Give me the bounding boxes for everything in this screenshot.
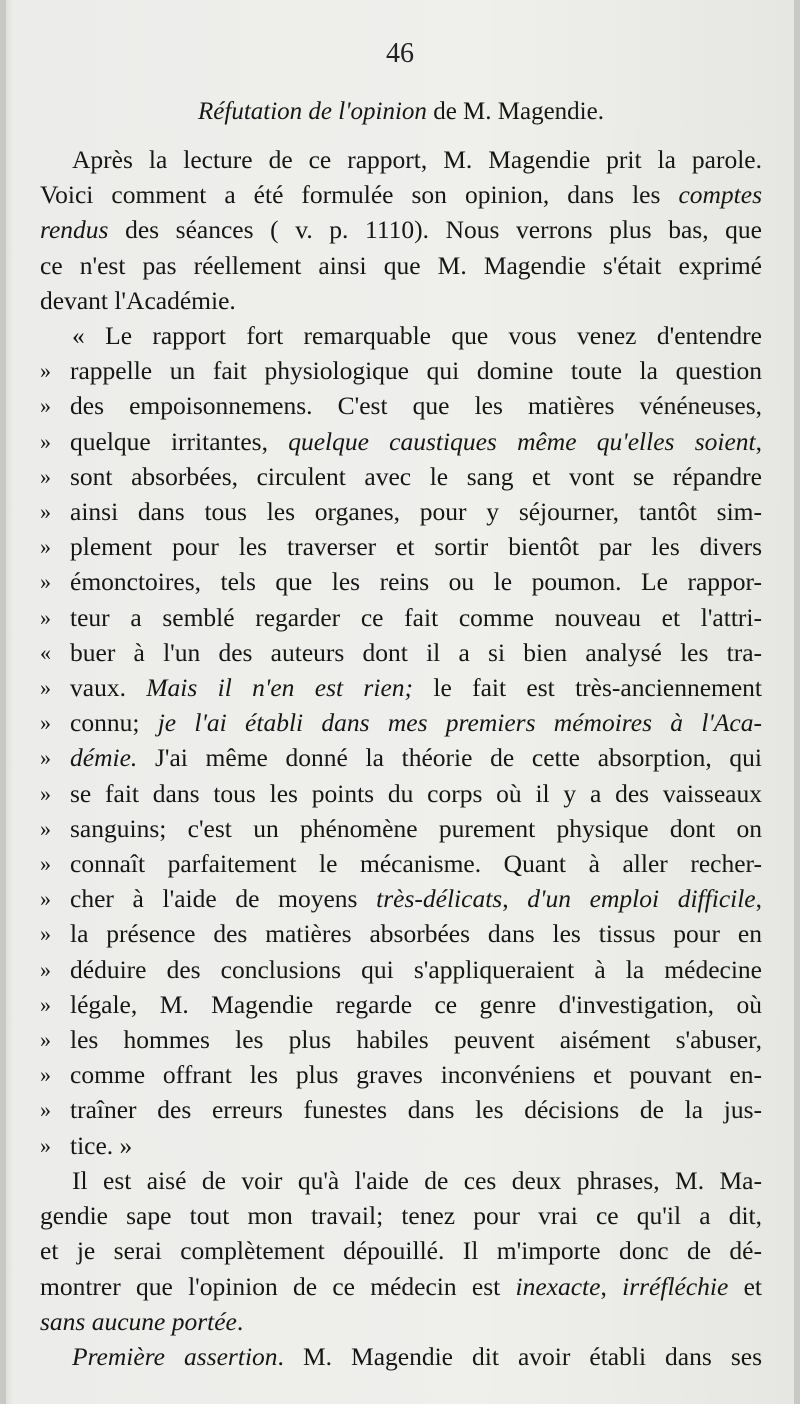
text-line xyxy=(40,1339,762,1374)
guillemet-mark: » xyxy=(40,710,51,736)
quote-opening-line: « Le rapport fort remarquable que vous venez d'entendre xyxy=(72,321,762,351)
quote-line xyxy=(40,388,762,423)
quotation-block xyxy=(40,318,762,1163)
section-heading xyxy=(40,92,762,132)
guillemet-mark: » xyxy=(40,358,51,384)
guillemet-mark: » xyxy=(40,463,51,489)
text-run: des séances ( v. p. 1110). Nous verrons plus bas, que xyxy=(108,215,762,245)
quote-line xyxy=(40,600,762,635)
text-run: les hommes les plus habiles peuvent aisément s'abuser, xyxy=(70,1025,762,1055)
quote-line xyxy=(40,1057,762,1092)
text-line xyxy=(40,1233,762,1268)
text-run: ce n'est pas réellement ainsi que M. Magendie s'était exprimé xyxy=(40,250,762,280)
first-assertion-paragraph xyxy=(40,1339,762,1374)
text-run: , xyxy=(755,426,762,456)
text-run: traîner des erreurs funestes dans les décisions de la jus- xyxy=(70,1095,762,1125)
italic-text: sans aucune portée xyxy=(40,1306,237,1336)
guillemet-mark: » xyxy=(40,921,51,947)
quote-line xyxy=(40,776,762,811)
text-line xyxy=(40,283,762,318)
text-line xyxy=(40,1269,762,1304)
guillemet-mark: » xyxy=(40,499,51,525)
text-run: , xyxy=(600,1271,623,1301)
guillemet-mark: » xyxy=(40,604,51,630)
italic-text: Première assertion xyxy=(72,1341,278,1371)
italic-text: je l'ai établi dans mes premiers mémoires à l'Aca- xyxy=(157,708,762,738)
text-run: , xyxy=(755,884,762,914)
text-line xyxy=(40,1163,762,1198)
guillemet-mark: » xyxy=(40,1062,51,1088)
text-line xyxy=(40,1304,762,1339)
quote-line xyxy=(40,670,762,705)
italic-text: rendus xyxy=(40,215,109,245)
text-line xyxy=(40,142,762,177)
text-run: légale, M. Magendie regarde ce genre d'investigation, où xyxy=(70,989,762,1019)
text-line xyxy=(40,1198,762,1233)
text-run: . M. Magendie dit avoir établi dans ses xyxy=(277,1341,762,1371)
guillemet-mark: » xyxy=(40,1132,51,1158)
guillemet-mark: » xyxy=(40,569,51,595)
text-run: sanguins; c'est un phénomène purement physique dont on xyxy=(70,813,762,843)
italic-text: d'un emploi difficile xyxy=(527,884,756,914)
quote-line xyxy=(40,529,762,564)
text-run: rappelle un fait physiologique qui domine toute la question xyxy=(70,356,762,386)
quote-line xyxy=(40,1022,762,1057)
text-line xyxy=(40,177,762,212)
text-run: gendie sape tout mon travail; tenez pour vrai ce qu'il a dit, xyxy=(40,1201,762,1231)
text-run: Il est aisé de voir qu'à l'aide de ces deux phrases, M. Ma- xyxy=(72,1165,762,1195)
guillemet-mark: » xyxy=(40,780,51,806)
guillemet-mark: » xyxy=(40,1097,51,1123)
guillemet-mark: » xyxy=(40,393,51,419)
text-run: tice. » xyxy=(70,1130,133,1160)
text-run: devant l'Académie. xyxy=(40,285,236,315)
quote-line xyxy=(40,424,762,459)
text-run: et je serai complètement dépouillé. Il m'importe donc de dé- xyxy=(40,1236,762,1266)
guillemet-mark: » xyxy=(40,1027,51,1053)
quote-line xyxy=(40,916,762,951)
quote-line xyxy=(40,952,762,987)
text-run: quelque irritantes, xyxy=(70,426,289,456)
guillemet-mark: » xyxy=(40,534,51,560)
quote-line xyxy=(40,1092,762,1127)
guillemet-mark: » xyxy=(40,991,51,1017)
text-run: se fait dans tous les points du corps où il y a des vaisseaux xyxy=(70,778,762,808)
text-run: comme offrant les plus graves inconvéniens et pouvant en- xyxy=(70,1060,762,1090)
text-run: connaît parfaitement le mécanisme. Quant à aller recher- xyxy=(70,849,762,879)
text-run: émonctoires, tels que les reins ou le poumon. Le rappor- xyxy=(70,567,762,597)
quote-line xyxy=(40,987,762,1022)
guillemet-mark: » xyxy=(40,815,51,841)
text-run: , xyxy=(502,884,528,914)
guillemet-mark: » xyxy=(40,956,51,982)
text-line xyxy=(40,248,762,283)
text-run: et xyxy=(728,1271,763,1301)
quote-line xyxy=(40,459,762,494)
text-run: des empoisonnemens. C'est que les matières vénéneuses, xyxy=(70,391,762,421)
quote-line xyxy=(40,494,762,529)
italic-text: Mais il n'en est rien; xyxy=(146,673,414,703)
text-run: cher à l'aide de moyens xyxy=(70,884,377,914)
quote-line xyxy=(40,353,762,388)
page-left-edge xyxy=(0,0,6,1404)
text-run: J'ai même donné la théorie de cette absorption, qui xyxy=(137,743,762,773)
italic-text: comptes xyxy=(678,180,762,210)
text-run: la présence des matières absorbées dans les tissus pour en xyxy=(70,919,762,949)
text-run: plement pour les traverser et sortir bientôt par les divers xyxy=(70,532,762,562)
section-heading-italic: Réfutation de l'opinion xyxy=(198,98,427,125)
quote-line xyxy=(40,881,762,916)
text-run: . xyxy=(236,1306,244,1336)
guillemet-mark: » xyxy=(40,886,51,912)
quote-line xyxy=(40,564,762,599)
quote-line xyxy=(40,1128,762,1163)
guillemet-mark: » xyxy=(40,745,51,771)
quote-line xyxy=(40,740,762,775)
text-run: sont absorbées, circulent avec le sang et vont se répandre xyxy=(70,461,762,491)
text-run: déduire des conclusions qui s'appliqueraient à la médecine xyxy=(70,954,762,984)
guillemet-mark: » xyxy=(40,428,51,454)
text-run: ainsi dans tous les organes, pour y séjourner, tantôt sim- xyxy=(70,497,762,527)
quote-line xyxy=(40,635,762,670)
text-line xyxy=(40,212,762,247)
quote-line xyxy=(40,705,762,740)
page-number: 46 xyxy=(386,38,414,69)
section-heading-regular: de M. Magendie. xyxy=(426,98,604,125)
commentary-paragraph xyxy=(40,1163,762,1339)
guillemet-mark: « xyxy=(40,639,51,665)
text-run: Voici comment a été formulée son opinion, dans les xyxy=(40,180,679,210)
intro-paragraph xyxy=(40,142,762,318)
text-run: buer à l'un des auteurs dont il a si bien analysé les tra- xyxy=(70,637,762,667)
text-run: Après la lecture de ce rapport, M. Magendie prit la parole. xyxy=(72,145,762,174)
text-run: le fait est très-anciennement xyxy=(413,673,762,703)
text-run: montrer que l'opinion de ce médecin est xyxy=(40,1271,516,1301)
italic-text: irréfléchie xyxy=(622,1271,729,1301)
text-run: connu; xyxy=(70,708,158,738)
italic-text: très-délicats xyxy=(376,884,503,914)
guillemet-mark: » xyxy=(40,675,51,701)
page-body xyxy=(40,92,762,1374)
italic-text: démie. xyxy=(70,743,138,773)
text-run: teur a semblé regarder ce fait comme nouveau et l'attri- xyxy=(70,602,762,632)
italic-text: quelque caustiques même qu'elles soient xyxy=(288,426,756,456)
guillemet-mark: » xyxy=(40,851,51,877)
text-run: vaux. xyxy=(70,673,147,703)
quote-line xyxy=(40,846,762,881)
quote-line xyxy=(40,811,762,846)
italic-text: inexacte xyxy=(515,1271,601,1301)
page-right-edge xyxy=(794,0,800,1404)
